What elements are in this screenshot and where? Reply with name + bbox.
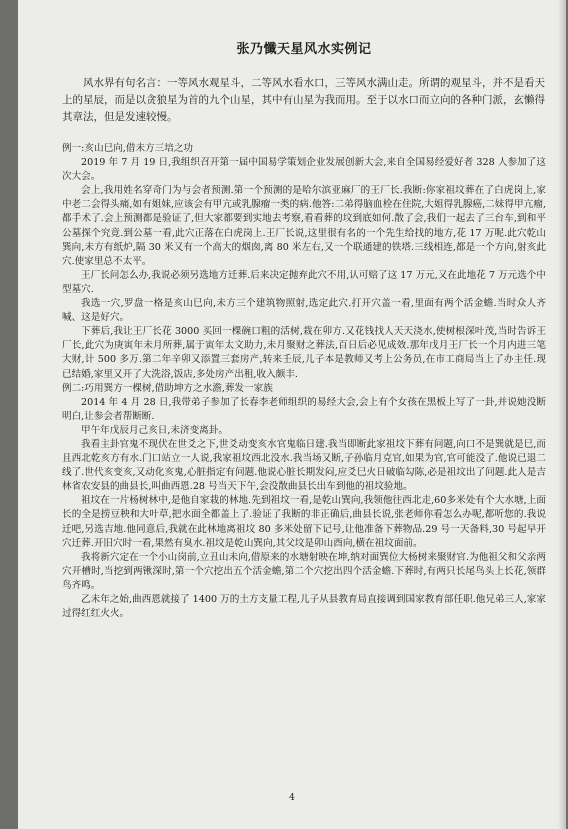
- example-1-paragraph: 2019 年 7 月 19 日,我组织召开第一届中国易学策划企业发展创新大会,来自全国易经爱好者 328 人参加了这次大会。: [62, 157, 546, 183]
- example-1-paragraph: 会上,我用姓名穿奇门为与会者预测.第一个预测的是哈尔滨亚麻厂的王厂长.我断:你家祖坟葬在了白虎岗上,家中老二会得头痛,如有姐妹,应该会有甲亢或乳腺瘤一类的病.他答:二弟得脑血栓在住院,大姐得乳腺癌,二妹得甲亢瘤,都手术了.会上预测都是验证了,但大家都要到实地去考察,看看葬的坟到底如何.散了会,我们一起去了三台车,到和平公墓探个究竟.到公墓一看,此穴正落在白虎岗上.王厂长说,这里很有名的一个先生给找的地方,花 17 万呢.此穴乾山巽向,未方有纸炉,隔 30 米又有一个高大的烟囱,离 80 米左右,又一个联通建的铁塔.三线相连,都是一个方向,射亥此穴.使家里总不太平。: [62, 185, 546, 267]
- example-1-paragraph: 我选一穴,罗盘一格是亥山巳向,未方三个建筑物照射,选定此穴.打开穴盖一看,里面有两个活金蟾.当时众人齐喊、这是好穴。: [62, 298, 546, 324]
- example-1-paragraph: 王厂长问怎么办,我说必须另选地方迁葬.后来决定抛弃此穴不用,认可赔了这 17 万元,又在此地花 7 万元选个中型墓穴.: [62, 269, 546, 295]
- example-2-paragraph: 乙未年之始,曲西恩就接了 1400 万的土方支量工程,儿子从县教育局直接调到国家教育部任职.他兄弟三人,家家过得红红火火。: [62, 594, 546, 620]
- example-2-paragraph: 我看主卦官鬼不现伏在世爻之下,世爻动变亥水官鬼临日建.我当即断此家祖坟下葬有问题,向口不是巽就是巳,而且西北乾亥方有水.门口站立一人说,我家祖坟西北没水.我当场又断,子孙临月克官,如果为官,官可能没了.他说已退二线了.世代亥变亥,又动化亥鬼,心脏指定有问题.他说心脏长期发闷,应爻巳火日破临勾陈,必是祖坟出了问题.此人是吉林省农安县的曲县长,叫曲西恩.28 号当天下午,会没散曲县长出车到他的祖坟验地。: [62, 438, 546, 493]
- page-number: 4: [289, 793, 295, 803]
- intro-paragraph: 风水界有句名言：一等风水观星斗，二等风水看水口，三等风水满山走。所谓的观星斗，并不是看天上的星辰，而是以贪狼星为首的九个山星，其中有山星为我而用。至于以水口而立向的各种门派，玄懒得其章法，但是发速较慢。: [62, 77, 545, 123]
- example-2-paragraph: 祖坟在一片杨树林中,是他自家栽的林地.先到祖坟一看,是乾山巽向,我领他往西北走,60多米处有个大水塘,上面长的全是捞豆秧和大叶草,把水面全都盖上了.验证了我断的非正确后,曲县长说,张老师你看怎么办呢,都听您的.我说迁吧,另选吉地.他同意后,我就在此林地离祖坟 80 多米处留下记号,让他准备下葬物品.29 号一天备料,30 号起早开穴迁葬.开旧穴时一看,果然有臭水.祖坟是乾山巽向,其父坟是卯山酉向,横在祖坟面前。: [62, 495, 546, 549]
- document-page: [18, 0, 566, 829]
- example-2-paragraph: 2014 年 4 月 28 日,我带弟子参加了长春李老师组织的易经大会,会上有个女孩在黑板上写了一卦,并说她没断明白,让参会者帮断断.: [62, 396, 546, 422]
- page-edge-shadow: [558, 0, 566, 829]
- example-2-heading: 例二:巧用巽方一棵树,借助坤方之水澹,葬发一家族: [62, 382, 273, 394]
- example-1-heading: 例一:亥山巳向,借未方三培之功: [62, 143, 194, 154]
- document-title: 张乃懺天星风水实例记: [236, 42, 372, 57]
- example-2-paragraph: 我将新穴定在一个小山岗前,立丑山未向,借原来的水塘射映在坤,纳对面巽位大杨树来聚财官.为他祖父和父亲两穴开槽时,当挖到两锹深时,第一个穴挖出五个活金蟾,第二个穴挖出四个活金蟾.下葬时,有两只长尾鸟头上长花,领群鸟齐鸣。: [62, 551, 546, 591]
- example-2-paragraph: 甲午年戊辰月己亥日,未济变离卦。: [81, 424, 228, 436]
- example-1-paragraph: 下葬后,我让王厂长花 3000 买回一棵碗口粗的活树,栽在卯方.又花钱找人天天浇水,使树根深叶茂,当时告诉王厂长,此穴为庚寅年未月所葬,属于寅年太文助力,未月聚财之葬法,百日后必见成效.那年戊月王厂长一个月内进三笔大财,计 500 多万.第二年辛卯又添置三套房产,转来壬辰,儿子本是教师又考上公务员,在市工商局当上了办主任.现已结婚,家里又开了大洗浴,饭店,多处房产出租,收入颇丰.: [62, 326, 546, 380]
